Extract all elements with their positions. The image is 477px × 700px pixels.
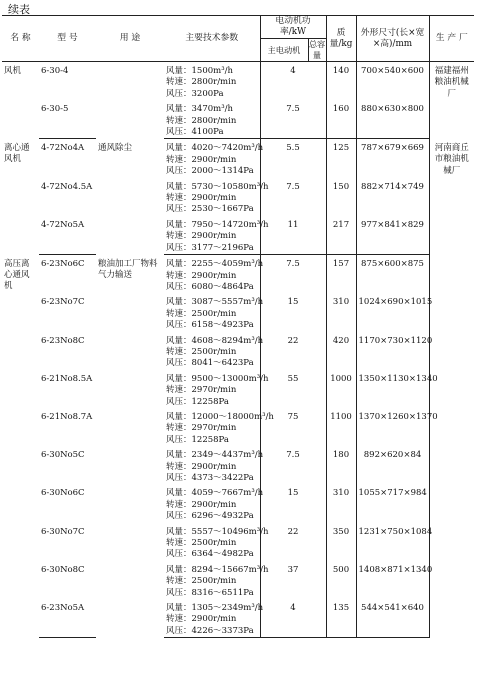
cell-params (164, 255, 264, 294)
table-row (2, 178, 474, 216)
cell-params (164, 599, 264, 638)
cell-mass: 217 (326, 216, 356, 255)
cell-mass: 135 (326, 599, 356, 638)
cell-power: 37 (260, 561, 326, 599)
cell-power: 7.5 (260, 446, 326, 484)
table-row (2, 484, 474, 522)
table-body (2, 62, 474, 638)
param-line: 风压：12258Pa (166, 396, 229, 407)
cell-model: 4-72No4A (41, 143, 85, 154)
header-model: 型 号 (39, 16, 96, 62)
cell-dims: 1055×717×984 (356, 484, 429, 522)
cell-params (164, 446, 264, 484)
cell-params (164, 139, 264, 178)
cell-power: 4 (260, 62, 326, 101)
cell-power: 7.5 (260, 255, 326, 294)
cell-params (164, 561, 269, 599)
cell-model: 6-23No5A (39, 599, 96, 638)
cell-name: 高压离心通风机 (4, 258, 30, 292)
header-dims: 外形尺寸(长×宽×高)/mm (356, 16, 429, 62)
param-line: 风压：12258Pa (166, 434, 229, 445)
param-line: 风量：9500～13000m³/h (166, 373, 269, 384)
param-line: 风压：6080～4864Pa (166, 281, 254, 292)
table-row (2, 332, 474, 370)
param-line: 转速：2800r/min (166, 77, 237, 88)
cell-mass: 157 (326, 255, 356, 294)
cell-power: 11 (260, 216, 326, 255)
cell-params (164, 332, 264, 370)
cell-params (164, 484, 264, 522)
table-row (2, 523, 474, 561)
cell-dims: 1170×730×1120 (356, 332, 429, 370)
param-line: 转速：2900r/min (166, 499, 237, 510)
table-caption: 续表 (8, 3, 30, 16)
cell-use: 粮油加工厂物料气力输送 (98, 258, 158, 280)
cell-params (164, 178, 269, 216)
cell-mass: 180 (326, 446, 356, 484)
cell-mass: 350 (326, 523, 356, 561)
cell-power: 15 (260, 293, 326, 331)
cell-params (164, 100, 260, 139)
cell-power: 7.5 (260, 100, 326, 139)
param-line: 风量：7950～14720m³/h (166, 219, 269, 230)
header-use: 用 途 (96, 16, 164, 62)
param-line: 转速：2800r/min (166, 115, 237, 126)
cell-use: 通风除尘 (98, 142, 133, 153)
cell-model: 6-23No8C (41, 335, 85, 346)
cell-model: 6-21No8.5A (41, 373, 93, 384)
cell-use (96, 62, 164, 139)
param-line: 转速：2900r/min (166, 461, 237, 472)
param-line: 风量：12000～18000m³/h (166, 411, 274, 422)
table-row (2, 446, 474, 484)
table-row (2, 255, 474, 294)
param-line: 风量：4608～8294m³/h (166, 335, 264, 346)
cell-dims: 875×600×875 (356, 255, 429, 294)
cell-model: 6-30-5 (39, 100, 96, 139)
table-row (2, 139, 474, 178)
cell-dims: 977×841×829 (356, 216, 429, 255)
cell-params (164, 62, 260, 101)
param-line: 转速：2970r/min (166, 423, 237, 434)
param-line: 风量：5730～10580m³/h (166, 181, 269, 192)
cell-model: 6-30No5C (41, 450, 85, 461)
cell-dims: 700×540×600 (356, 62, 429, 101)
cell-power: 22 (260, 332, 326, 370)
cell-model: 6-23No7C (41, 297, 85, 308)
table-header (2, 16, 474, 62)
cell-mass: 310 (326, 484, 356, 522)
cell-power: 5.5 (260, 139, 326, 178)
cell-params (164, 523, 269, 561)
header-motor-total: 总容量 (308, 39, 326, 60)
param-line: 转速：2900r/min (166, 154, 237, 165)
param-line: 风压：6158～4923Pa (166, 320, 254, 331)
param-line: 风量：1500m³/h (166, 66, 233, 76)
param-line: 风量：2255～4059m³/h (166, 259, 264, 270)
param-line: 风压：6364～4982Pa (166, 549, 254, 560)
param-line: 风量：5557～10496m³/h (166, 526, 269, 537)
cell-mass: 1000 (326, 370, 356, 408)
table-row (2, 599, 474, 638)
cell-model: 4-72No4.5A (41, 181, 93, 192)
table-row (2, 62, 474, 101)
cell-name: 离心通风机 (4, 142, 30, 165)
cell-params (164, 293, 264, 331)
cell-dims: 892×620×84 (356, 446, 429, 484)
table-row (2, 293, 474, 331)
cell-dims: 1231×750×1084 (356, 523, 429, 561)
cell-mass: 140 (326, 62, 356, 101)
cell-dims: 787×679×669 (356, 139, 429, 178)
header-name: 名 称 (2, 16, 39, 62)
cell-dims: 880×630×800 (356, 100, 429, 139)
cell-dims: 1350×1130×1340 (356, 370, 429, 408)
cell-power: 55 (260, 370, 326, 408)
cell-params (164, 408, 274, 446)
header-motor-power: 电动机功率/kW (260, 16, 326, 39)
table-row (2, 370, 474, 408)
cell-mass: 500 (326, 561, 356, 599)
table-row (2, 100, 474, 139)
cell-power: 7.5 (260, 178, 326, 216)
cell-mass: 1100 (326, 408, 356, 446)
param-line: 风压：4226～3373Pa (166, 625, 254, 636)
table-row (2, 216, 474, 255)
param-line: 转速：2900r/min (166, 614, 237, 625)
cell-dims: 544×541×640 (356, 599, 429, 638)
cell-power: 15 (260, 484, 326, 522)
cell-dims: 882×714×749 (356, 178, 429, 216)
cell-dims: 1370×1260×1370 (356, 408, 429, 446)
param-line: 风压：3200Pa (166, 88, 224, 99)
cell-maker: 福建福州粮油机械厂 (434, 66, 469, 99)
cell-power: 75 (260, 408, 326, 446)
param-line: 转速：2900r/min (166, 193, 237, 204)
param-line: 转速：2900r/min (166, 231, 237, 242)
param-line: 风量：4020～7420m³/h (166, 143, 264, 154)
cell-model: 4-72No5A (39, 216, 96, 255)
cell-power: 22 (260, 523, 326, 561)
param-line: 风压：2000～1314Pa (166, 166, 254, 177)
param-line: 风量：8294～15667m³/h (166, 564, 269, 575)
header-motor-main: 主电动机 (260, 39, 308, 62)
cell-mass: 310 (326, 293, 356, 331)
table-row (2, 561, 474, 599)
param-line: 转速：2900r/min (166, 270, 237, 281)
cell-model: 6-23No6C (41, 259, 85, 270)
cell-mass: 160 (326, 100, 356, 139)
param-line: 风量：1305～2349m³/h (166, 603, 264, 614)
param-line: 风压：4373～3422Pa (166, 473, 254, 483)
header-maker: 生 产 厂 (429, 16, 474, 62)
cell-dims: 1024×690×1015 (356, 293, 429, 331)
cell-mass: 150 (326, 178, 356, 216)
param-line: 风量：4059～7667m³/h (166, 488, 264, 499)
param-line: 风压：8316～6511Pa (166, 587, 254, 598)
cell-model: 6-30No8C (41, 564, 85, 575)
param-line: 风压：8041～6423Pa (166, 358, 254, 369)
param-line: 风量：2349～4437m³/h (166, 450, 264, 461)
cell-model: 6-30-4 (41, 66, 69, 76)
cell-model: 6-30No7C (41, 526, 85, 537)
param-line: 风量：3087～5557m³/h (166, 297, 264, 308)
param-line: 转速：2970r/min (166, 385, 237, 396)
param-line: 风压：2530～1667Pa (166, 204, 254, 215)
cell-model: 6-30No6C (41, 488, 85, 499)
cell-mass: 125 (326, 139, 356, 178)
param-line: 转速：2500r/min (166, 346, 237, 357)
cell-maker: 河南商丘市粮油机械厂 (434, 142, 469, 176)
fan-spec-table (2, 15, 474, 638)
cell-maker (429, 255, 474, 638)
cell-params (164, 216, 269, 255)
cell-params (164, 370, 269, 408)
header-params: 主要技术参数 (164, 16, 260, 62)
param-line: 风压：3177～2196Pa (166, 242, 254, 253)
param-line: 转速：2500r/min (166, 538, 237, 549)
param-line: 风压：6296～4932Pa (166, 511, 254, 522)
header-mass: 质量/kg (326, 16, 356, 62)
cell-model: 6-21No8.7A (41, 411, 93, 422)
param-line: 风量：3470m³/h (166, 104, 233, 115)
param-line: 转速：2500r/min (166, 576, 237, 587)
param-line: 转速：2500r/min (166, 308, 237, 319)
cell-dims: 1408×871×1340 (356, 561, 429, 599)
cell-power: 4 (260, 599, 326, 638)
cell-name: 风机 (4, 66, 22, 76)
param-line: 风压：4100Pa (166, 127, 224, 138)
table-row (2, 408, 474, 446)
cell-mass: 420 (326, 332, 356, 370)
